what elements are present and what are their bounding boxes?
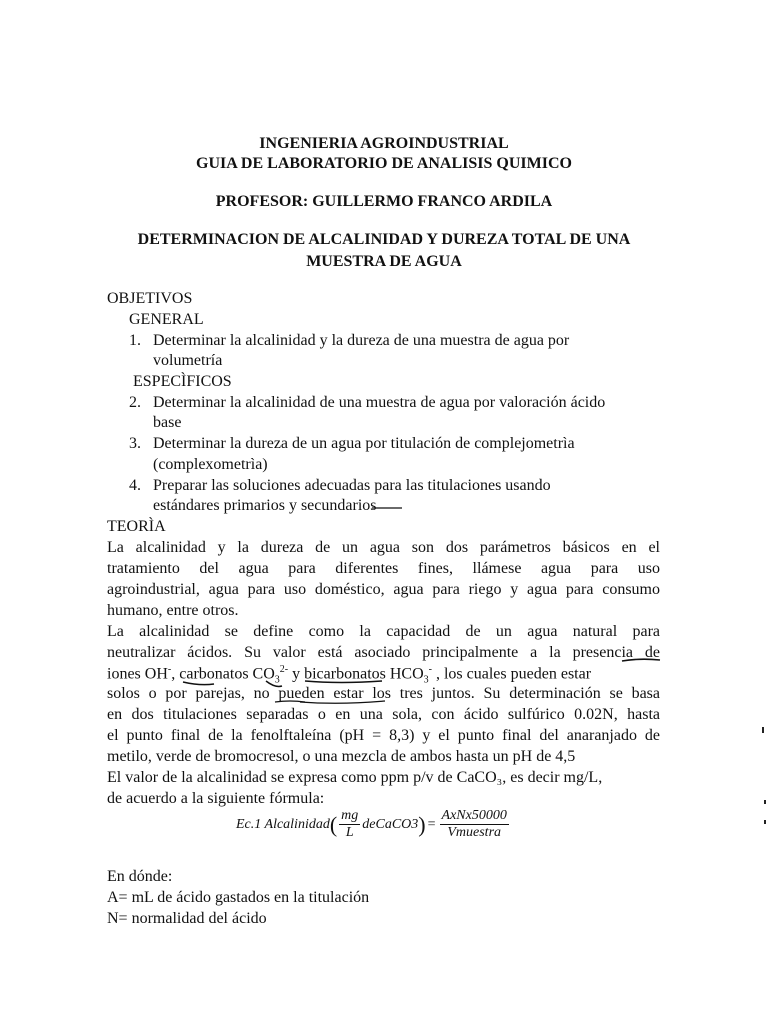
fraction-result xyxy=(440,808,509,841)
objective-item-1 xyxy=(129,332,569,350)
superscript: 2- xyxy=(279,664,289,675)
subscript: 3 xyxy=(274,674,280,686)
theory-p2-line1: La alcalinidad se define como la capacidad de un agua natural para xyxy=(107,623,660,640)
text-iones-oh: iones OH xyxy=(107,665,168,683)
objective-number: 2. xyxy=(129,394,141,411)
general-heading: GENERAL xyxy=(129,311,204,328)
objective-number: 3. xyxy=(129,435,141,452)
formula-prefix: Ec.1 Alcalinidad xyxy=(236,816,330,832)
objective-text: Determinar la alcalinidad de una muestra de agua por valoración ácido xyxy=(153,394,606,411)
objective-item-2 xyxy=(129,394,605,412)
theory-p3-line2: de acuerdo a la siguiente fórmula: xyxy=(107,790,325,807)
doc-title-line2: MUESTRA DE AGUA xyxy=(306,253,462,270)
subscript: 3 xyxy=(423,674,429,686)
header-professor: PROFESOR: GUILLERMO FRANCO ARDILA xyxy=(215,193,553,210)
doc-title-line1: DETERMINACION DE ALCALINIDAD Y DUREZA TOTAL DE UNA xyxy=(137,231,631,248)
fraction-numerator: AxNx50000 xyxy=(441,808,507,823)
definitions-heading: En dónde: xyxy=(107,868,173,885)
objective-item-1-cont: volumetría xyxy=(153,352,223,369)
theory-p2-line7: metilo, verde de bromocresol, o una mezcla de ambos hasta un pH de 4,5 xyxy=(107,748,576,765)
theory-p1-line3: agroindustrial, agua para uso doméstico, agua para riego y agua para consumo xyxy=(107,581,660,598)
theory-p2-line3 xyxy=(107,664,660,686)
objective-item-3 xyxy=(129,435,575,453)
header-guide-title: GUIA DE LABORATORIO DE ANALISIS QUIMICO xyxy=(196,155,572,172)
specific-heading: ESPECÌFICOS xyxy=(133,373,232,390)
theory-heading: TEORÌA xyxy=(107,518,166,535)
objective-number: 1. xyxy=(129,332,141,349)
objective-number: 4. xyxy=(129,477,141,494)
theory-p3-line1: El valor de la alcalinidad se expresa como ppm p/v de CaCO₃, es decir mg/L, xyxy=(107,769,603,786)
objective-item-4-cont: estándares primarios y secundarios xyxy=(153,497,377,514)
theory-p1-line4: humano, entre otros. xyxy=(107,602,239,619)
alkalinity-formula xyxy=(236,808,511,841)
superscript: - xyxy=(428,664,432,675)
fraction-mg-per-l xyxy=(339,808,360,841)
edge-mark xyxy=(762,727,764,733)
objective-text: Preparar las soluciones adecuadas para las titulaciones usando xyxy=(153,477,551,494)
objective-text: Determinar la alcalinidad y la dureza de una muestra de agua por xyxy=(153,332,570,349)
theory-p2-line5: en dos titulaciones separadas o en una sola, con ácido sulfúrico 0.02N, hasta xyxy=(107,706,660,723)
superscript: - xyxy=(167,664,172,675)
theory-p2-line2: neutralizar ácidos. Su valor está asociado principalmente a la presencia de xyxy=(107,644,660,661)
fraction-denominator: Vmuestra xyxy=(447,825,502,840)
theory-p1-line1: La alcalinidad y la dureza de un agua son dos parámetros básicos en el xyxy=(107,539,660,556)
objective-text: Determinar la dureza de un agua por titulación de complejometrìa xyxy=(153,435,575,452)
text-los-cuales: , los cuales pueden estar xyxy=(431,665,592,683)
objectives-heading: OBJETIVOS xyxy=(107,290,193,307)
open-paren-glyph: ( xyxy=(329,811,338,837)
objective-item-2-cont: base xyxy=(153,414,182,431)
edge-mark xyxy=(764,800,766,804)
theory-p1-line2: tratamiento del agua para diferentes fines, llámese agua para uso xyxy=(107,560,660,577)
text-bicarbonatos: y bicarbonatos HCO xyxy=(288,665,424,683)
formula-middle: deCaCO3 xyxy=(362,816,419,832)
edge-mark xyxy=(764,820,766,824)
fraction-numerator: mg xyxy=(341,808,359,823)
definition-n: N= normalidad del ácido xyxy=(107,910,267,927)
fraction-denominator: L xyxy=(345,825,354,840)
equals-sign: = xyxy=(427,816,436,832)
header-program: INGENIERIA AGROINDUSTRIAL xyxy=(259,135,509,152)
close-paren-glyph: ) xyxy=(418,811,426,837)
theory-p2-line6: el punto final de la fenolftaleína (pH = 8,3) y el punto final del anaranjado de xyxy=(107,727,660,744)
definition-a: A= mL de ácido gastados en la titulación xyxy=(107,889,370,906)
text-carbonatos: , carbonatos CO xyxy=(171,665,275,683)
objective-item-3-cont: (complexometrìa) xyxy=(153,456,268,473)
objective-item-4 xyxy=(129,477,551,495)
theory-p2-line4: solos o por parejas, no pueden estar los tres juntos. Su determinación se basa xyxy=(107,685,660,702)
